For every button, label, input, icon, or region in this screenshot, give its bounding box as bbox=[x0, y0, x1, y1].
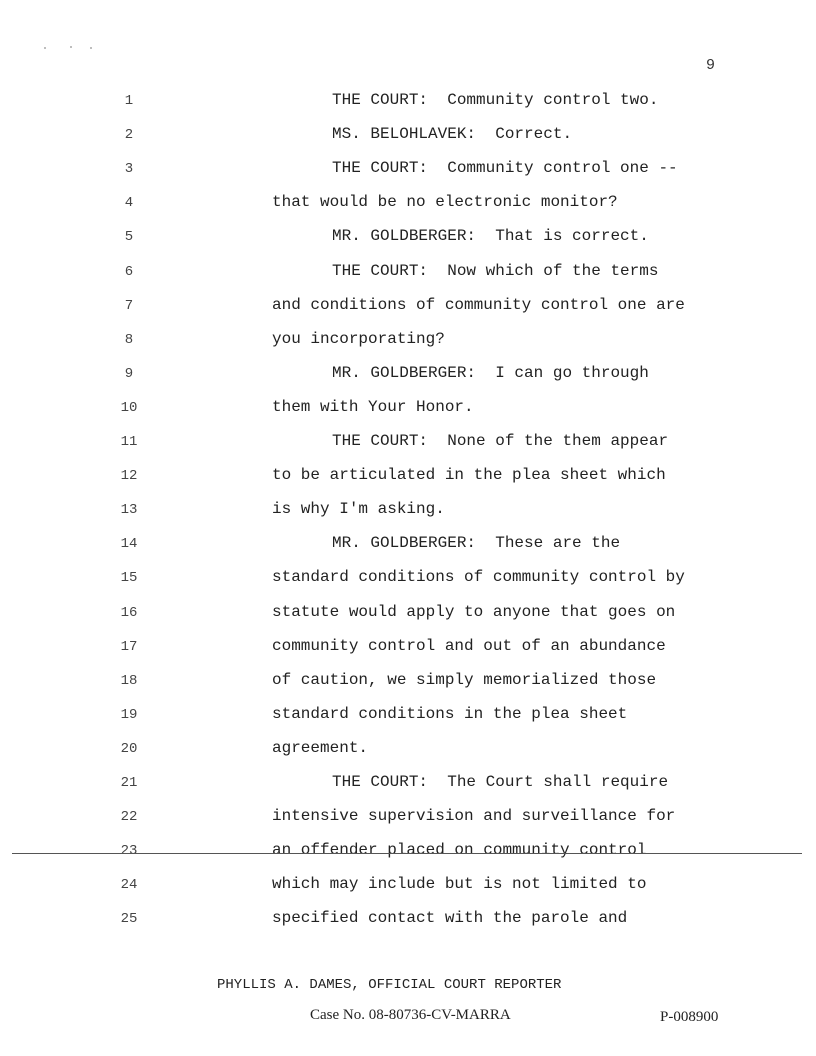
line-number: 14 bbox=[120, 536, 138, 553]
line-number: 23 bbox=[120, 843, 138, 860]
line-number: 15 bbox=[120, 570, 138, 587]
line-text: standard conditions in the plea sheet bbox=[272, 704, 628, 723]
line-number: 12 bbox=[120, 468, 138, 485]
transcript-line bbox=[0, 500, 816, 524]
line-number: 2 bbox=[124, 127, 134, 144]
line-number: 1 bbox=[124, 93, 134, 109]
transcript-line bbox=[0, 739, 816, 763]
line-number: 21 bbox=[120, 775, 138, 791]
scan-speck bbox=[44, 47, 46, 49]
line-text: THE COURT: Now which of the terms bbox=[332, 261, 659, 280]
line-number: 4 bbox=[124, 195, 134, 212]
line-number: 3 bbox=[124, 161, 134, 178]
line-number: 8 bbox=[124, 331, 134, 348]
line-text: that would be no electronic monitor? bbox=[272, 193, 618, 212]
transcript-line bbox=[0, 125, 816, 149]
case-number: Case No. 08-80736-CV-MARRA bbox=[310, 1007, 511, 1023]
line-number: 6 bbox=[124, 263, 134, 280]
transcript-line bbox=[0, 466, 816, 490]
line-text: THE COURT: Community control two. bbox=[332, 91, 659, 109]
transcript-line bbox=[0, 909, 816, 933]
line-text: statute would apply to anyone that goes on bbox=[272, 602, 676, 621]
strikethrough-line bbox=[12, 853, 802, 854]
transcript-line bbox=[0, 296, 816, 320]
line-text: them with Your Honor. bbox=[272, 397, 474, 416]
line-text: and conditions of community control one are bbox=[272, 295, 685, 314]
line-number: 25 bbox=[120, 911, 138, 928]
transcript-line bbox=[0, 534, 816, 558]
line-number: 24 bbox=[120, 877, 138, 894]
line-text: THE COURT: Community control one -- bbox=[332, 159, 678, 178]
line-text: you incorporating? bbox=[272, 329, 445, 348]
scan-speck bbox=[70, 46, 72, 48]
line-text: MR. GOLDBERGER: I can go through bbox=[332, 363, 649, 382]
transcript-line bbox=[0, 671, 816, 695]
line-number: 11 bbox=[120, 434, 138, 450]
line-text: MR. GOLDBERGER: These are the bbox=[332, 534, 621, 553]
line-text: specified contact with the parole and bbox=[272, 909, 628, 928]
transcript-line bbox=[0, 262, 816, 286]
line-text: community control and out of an abundance bbox=[272, 636, 666, 655]
transcript-line bbox=[0, 193, 816, 217]
line-number: 16 bbox=[120, 604, 138, 621]
line-number: 18 bbox=[120, 672, 138, 689]
line-number: 20 bbox=[120, 740, 138, 757]
line-text: to be articulated in the plea sheet which bbox=[272, 466, 666, 485]
transcript-line bbox=[0, 875, 816, 899]
line-text: is why I'm asking. bbox=[272, 500, 445, 519]
line-number: 17 bbox=[120, 638, 138, 655]
line-number: 22 bbox=[120, 809, 138, 826]
line-text: THE COURT: The Court shall require bbox=[332, 773, 669, 791]
line-text: an offender placed on community control bbox=[272, 841, 647, 860]
line-number: 9 bbox=[124, 365, 134, 382]
line-text: of caution, we simply memorialized those bbox=[272, 670, 657, 689]
page-number: 9 bbox=[706, 57, 716, 74]
transcript-line bbox=[0, 330, 816, 354]
line-number: 7 bbox=[124, 297, 134, 314]
transcript-line bbox=[0, 227, 816, 251]
line-text: agreement. bbox=[272, 738, 369, 757]
transcript-line bbox=[0, 159, 816, 183]
transcript-line bbox=[0, 807, 816, 831]
line-number: 13 bbox=[120, 502, 138, 519]
transcript-line bbox=[0, 91, 816, 115]
reporter-name: PHYLLIS A. DAMES, OFFICIAL COURT REPORTER bbox=[217, 977, 562, 993]
line-text: intensive supervision and surveillance for bbox=[272, 807, 676, 826]
line-text: which may include but is not limited to bbox=[272, 875, 647, 894]
transcript-line bbox=[0, 705, 816, 729]
line-number: 10 bbox=[120, 399, 138, 416]
bates-number: P-008900 bbox=[660, 1009, 719, 1025]
transcript-line bbox=[0, 568, 816, 592]
transcript-line bbox=[0, 432, 816, 456]
transcript-line bbox=[0, 398, 816, 422]
transcript-line bbox=[0, 773, 816, 797]
transcript-line bbox=[0, 637, 816, 661]
line-text: MR. GOLDBERGER: That is correct. bbox=[332, 227, 649, 246]
line-number: 19 bbox=[120, 706, 138, 723]
line-text: MS. BELOHLAVEK: Correct. bbox=[332, 125, 573, 144]
transcript-line bbox=[0, 603, 816, 627]
line-text: THE COURT: None of the them appear bbox=[332, 432, 669, 450]
transcript-line bbox=[0, 364, 816, 388]
line-text: standard conditions of community control by bbox=[272, 568, 685, 587]
scan-speck bbox=[90, 47, 92, 49]
line-number: 5 bbox=[124, 229, 134, 246]
